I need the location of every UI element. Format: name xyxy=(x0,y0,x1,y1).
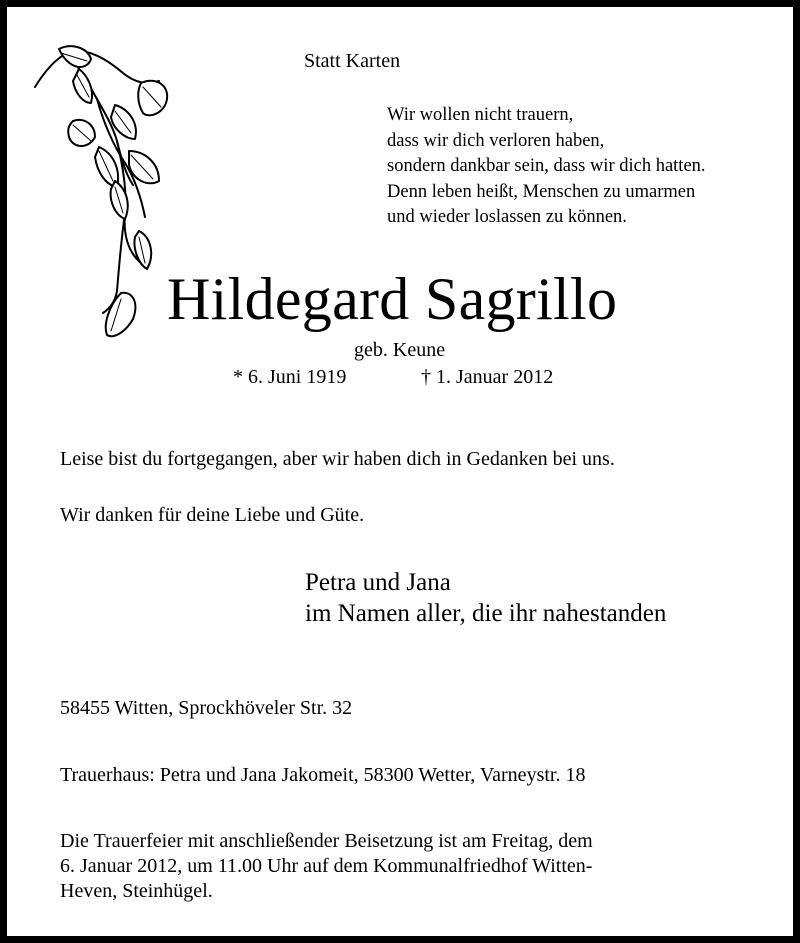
deceased-name: Hildegard Sagrillo xyxy=(167,266,618,332)
farewell-message: Leise bist du fortgegangen, aber wir haben dich in Gedanken bei uns. xyxy=(60,448,615,470)
death-date: † 1. Januar 2012 xyxy=(421,366,554,388)
header-text: Statt Karten xyxy=(304,50,401,72)
poem-line: und wieder loslassen zu können. xyxy=(387,207,627,227)
poem-line: Wir wollen nicht trauern, xyxy=(387,105,574,125)
mourning-house: Trauerhaus: Petra und Jana Jakomeit, 58300 Wetter, Varneystr. 18 xyxy=(60,764,586,786)
funeral-line: Heven, Steinhügel. xyxy=(60,880,213,902)
funeral-line: Die Trauerfeier mit anschließender Beisetzung ist am Freitag, dem xyxy=(60,830,593,852)
poem-line: Denn leben heißt, Menschen zu umarmen xyxy=(387,181,696,202)
birth-date: * 6. Juni 1919 xyxy=(233,366,347,388)
signature-line: Petra und Jana xyxy=(305,569,451,596)
signature-block xyxy=(305,567,666,629)
poem-line: sondern dankbar sein, dass wir dich hatten. xyxy=(387,156,706,176)
funeral-line: 6. Januar 2012, um 11.00 Uhr auf dem Kommunalfriedhof Witten- xyxy=(60,855,593,877)
address: 58455 Witten, Sprockhöveler Str. 32 xyxy=(60,697,353,719)
maiden-name: geb. Keune xyxy=(354,339,446,361)
funeral-info xyxy=(60,829,593,904)
birch-branch-icon xyxy=(29,41,179,346)
poem xyxy=(387,103,706,231)
thanks-message: Wir danken für deine Liebe und Güte. xyxy=(60,504,365,526)
poem-line: dass wir dich verloren haben, xyxy=(387,130,605,151)
signature-line: im Namen aller, die ihr nahestanden xyxy=(305,600,667,627)
